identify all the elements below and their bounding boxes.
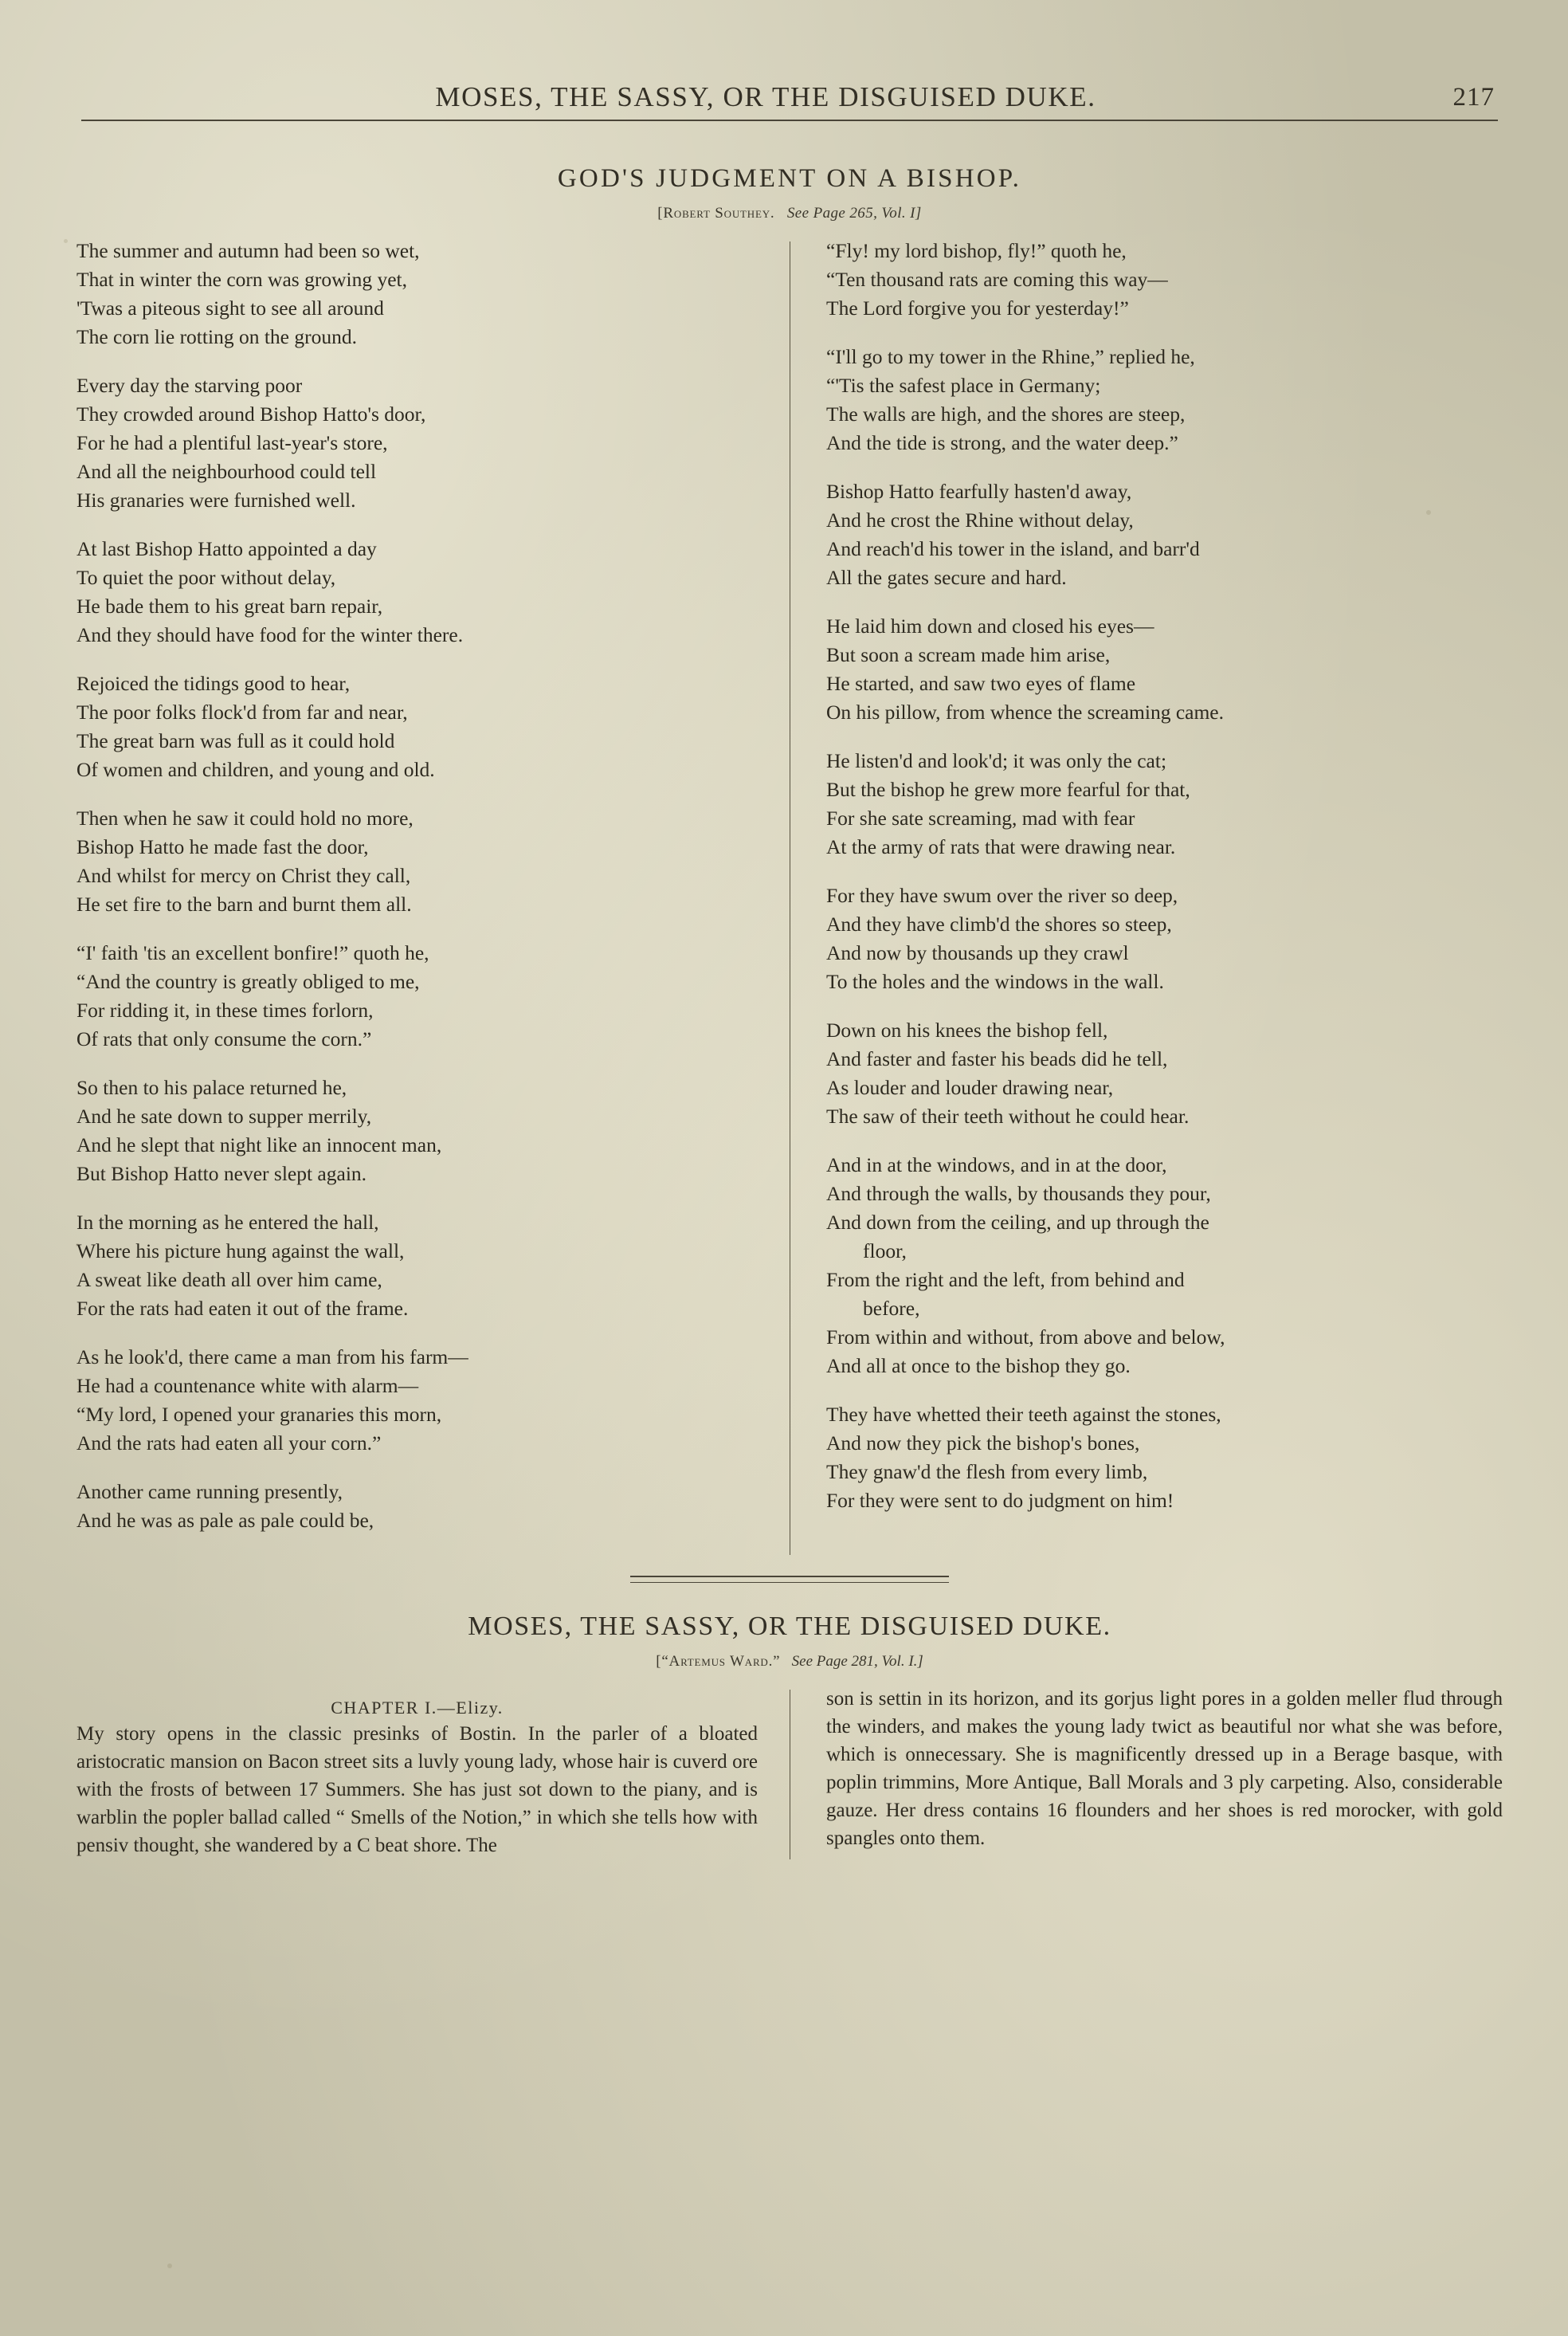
verse-line: And reach'd his tower in the island, and barr'd [826,537,1200,560]
verse-line: Then when he saw it could hold no more, [76,807,414,830]
verse-line: They have whetted their teeth against the stones, [826,1403,1221,1426]
running-head-title: MOSES, THE SASSY, OR THE DISGUISED DUKE. [435,81,1096,112]
verse-line: And now by thousands up they crawl [826,941,1129,964]
verse-line: He bade them to his great barn repair, [76,595,383,618]
verse-line: Of rats that only consume the corn.” [76,1027,372,1050]
verse-line: Where his picture hung against the wall, [76,1239,405,1262]
verse-line: 'Twas a piteous sight to see all around [76,296,384,320]
verse-line: And all the neighbourhood could tell [76,460,377,483]
section-divider [630,1576,949,1583]
verse-line: And he was as pale as pale could be, [76,1509,374,1532]
article-title: MOSES, THE SASSY, OR THE DISGUISED DUKE. [468,1612,1111,1641]
stanza [76,669,758,784]
verse-line: Another came running presently, [76,1480,343,1503]
article-author: [“Artemus Ward.” [656,1653,781,1670]
verse-line: From the right and the left, from behind and [826,1268,1185,1291]
stanza [826,747,1503,862]
stanza [826,1400,1503,1515]
stanza [826,1016,1503,1131]
verse-line: And he crost the Rhine without delay, [826,508,1134,532]
verse-line: He had a countenance white with alarm— [76,1374,419,1397]
stanza [76,1074,758,1188]
verse-line: And whilst for mercy on Christ they call, [76,864,411,887]
article-left-column [76,1685,790,1859]
stanza [826,612,1503,727]
article-body-right [826,1685,1503,1852]
stanza [76,1478,758,1535]
poem-title: GOD'S JUDGMENT ON A BISHOP. [557,164,1022,193]
verse-line: And they have climb'd the shores so steep, [826,913,1172,936]
verse-line: He started, and saw two eyes of flame [826,672,1136,695]
verse-line: They gnaw'd the flesh from every limb, [826,1460,1148,1483]
verse-line: A sweat like death all over him came, [76,1268,382,1291]
stanza [76,535,758,650]
verse-line: before, [863,1297,920,1320]
article-reference: See Page 281, Vol. I.] [791,1653,923,1670]
verse-line: “Fly! my lord bishop, fly!” quoth he, [826,239,1127,262]
page-content [76,73,1503,2273]
verse-line: “Ten thousand rats are coming this way— [826,268,1168,291]
verse-line: He set fire to the barn and burnt them all. [76,893,412,916]
verse-line: “And the country is greatly obliged to me, [76,970,420,993]
verse-line: But the bishop he grew more fearful for that, [826,778,1190,801]
verse-line: On his pillow, from whence the screaming came. [826,701,1224,724]
verse-line: The poor folks flock'd from far and near, [76,701,408,724]
verse-line: But Bishop Hatto never slept again. [76,1162,367,1185]
verse-line: To quiet the poor without delay, [76,566,336,589]
verse-line: To the holes and the windows in the wall. [826,970,1164,993]
verse-line: At the army of rats that were drawing near. [826,835,1176,858]
verse-line: And the rats had eaten all your corn.” [76,1431,382,1455]
verse-line: “My lord, I opened your granaries this morn, [76,1403,442,1426]
stanza [826,237,1503,323]
verse-line: All the gates secure and hard. [826,566,1067,589]
article-right-column [790,1685,1503,1859]
verse-line: That in winter the corn was growing yet, [76,268,407,291]
verse-line: And he sate down to supper merrily, [76,1105,372,1128]
verse-line: For they were sent to do judgment on him! [826,1489,1174,1512]
verse-line: But soon a scream made him arise, [826,643,1111,666]
stanza [76,371,758,515]
header-rule [81,120,1498,121]
paragraph: son is settin in its horizon, and its gorjus light pores in a golden meller flud through the winders, and makes the young lady twict as beautiful nor what she was before, which is onnecessary. She is magnificently dressed up in a Berage basque, with poplin trimmins, More Antique, Ball Morals and 3 ply carpeting. Also, considerable gauze. Her dress contains 16 flounders and her shoes is red morocker, with gold spangles onto them. [826,1688,1503,1849]
stanza [76,1208,758,1323]
verse-line: In the morning as he entered the hall, [76,1211,379,1234]
verse-line: As louder and louder drawing near, [826,1076,1114,1099]
chapter-heading: CHAPTER I.—Elizy. [331,1698,504,1718]
verse-line: And faster and faster his beads did he tell, [826,1047,1168,1070]
verse-line: The great barn was full as it could hold [76,729,395,752]
verse-line: The walls are high, and the shores are steep, [826,402,1186,426]
poem-reference: See Page 265, Vol. I] [786,205,922,222]
verse-line: They crowded around Bishop Hatto's door, [76,402,426,426]
verse-line: He listen'd and look'd; it was only the cat; [826,749,1167,772]
verse-line: And now they pick the bishop's bones, [826,1431,1140,1455]
verse-line: As he look'd, there came a man from his farm— [76,1345,468,1368]
poem-left-column [76,237,790,1555]
stanza [76,237,758,351]
verse-line: So then to his palace returned he, [76,1076,347,1099]
verse-line: The Lord forgive you for yesterday!” [826,296,1129,320]
verse-line: And they should have food for the winter there. [76,623,464,646]
verse-line: For ridding it, in these times forlorn, [76,999,374,1022]
article-columns [76,1685,1503,1859]
stanza [76,1343,758,1458]
verse-line: Bishop Hatto fearfully hasten'd away, [826,480,1132,503]
verse-line: The corn lie rotting on the ground. [76,325,357,348]
page-number: 217 [1452,83,1495,112]
running-head [76,73,1503,135]
article-body-left [76,1720,758,1859]
verse-line: Every day the starving poor [76,374,303,397]
poem-right-column [790,237,1503,1555]
verse-line: “'Tis the safest place in Germany; [826,374,1101,397]
verse-line: For they have swum over the river so deep, [826,884,1178,907]
stanza [76,939,758,1054]
verse-line: Rejoiced the tidings good to hear, [76,672,351,695]
verse-line: From within and without, from above and below, [826,1325,1225,1349]
verse-line: The saw of their teeth without he could hear. [826,1105,1190,1128]
stanza [826,881,1503,996]
verse-line: And he slept that night like an innocent man, [76,1133,442,1156]
verse-line: For she sate screaming, mad with fear [826,807,1135,830]
paragraph: My story opens in the classic presinks of Bostin. In the parler of a bloated aristocratic mansion on Bacon street sits a luvly young lady, whose hair is cuverd ore with the frosts of between 17 Summers. She has just sot down to the piany, and is warblin the popler ballad called “ Smells of the Notion,” in which she tells how with pensiv thought, she wandered by a C beat shore. The [76,1723,758,1856]
stanza [76,804,758,919]
verse-line: And the tide is strong, and the water deep.” [826,431,1178,454]
verse-line: Bishop Hatto he made fast the door, [76,835,369,858]
verse-line: Of women and children, and young and old. [76,758,435,781]
stanza [826,1151,1503,1380]
verse-line: His granaries were furnished well. [76,489,356,512]
verse-line: For he had a plentiful last-year's store, [76,431,388,454]
divider-rule-top [630,1576,949,1577]
verse-line: And down from the ceiling, and up through the [826,1211,1209,1234]
verse-line: For the rats had eaten it out of the frame. [76,1297,409,1320]
page-speck [64,239,68,243]
verse-line: He laid him down and closed his eyes— [826,614,1154,638]
poem-columns [76,237,1503,1555]
stanza [826,477,1503,592]
verse-line: Down on his knees the bishop fell, [826,1019,1108,1042]
verse-line: And in at the windows, and in at the door, [826,1153,1167,1176]
poem-author: [Robert Southey. [657,205,775,222]
poem-credit [76,205,1503,222]
verse-line: And through the walls, by thousands they pour, [826,1182,1211,1205]
divider-rule-bottom [630,1582,949,1583]
verse-line: At last Bishop Hatto appointed a day [76,537,377,560]
verse-line: The summer and autumn had been so wet, [76,239,420,262]
verse-line: floor, [863,1239,907,1262]
stanza [826,343,1503,457]
verse-line: And all at once to the bishop they go. [826,1354,1131,1377]
verse-line: “I'll go to my tower in the Rhine,” replied he, [826,345,1195,368]
verse-line: “I' faith 'tis an excellent bonfire!” quoth he, [76,941,429,964]
article-credit [76,1653,1503,1671]
